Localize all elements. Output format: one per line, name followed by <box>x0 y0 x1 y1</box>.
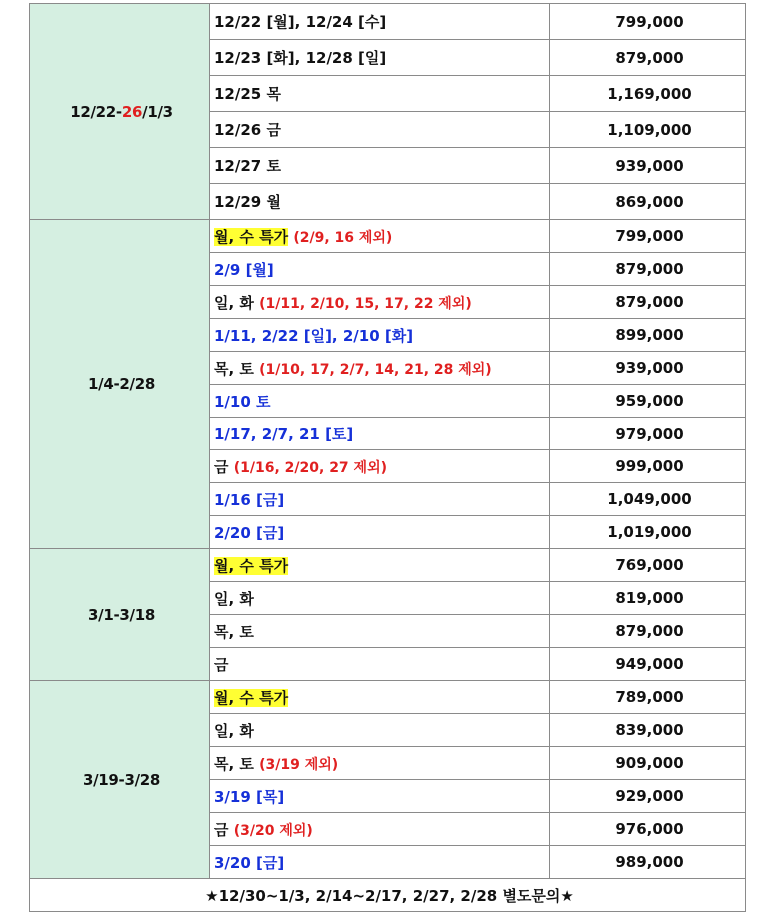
date-label-cell <box>210 582 550 615</box>
date-label: 3/19 [목] <box>214 787 285 806</box>
price-value: 959,000 <box>550 385 746 418</box>
period-cell <box>30 220 210 549</box>
date-label: 12/22 [월], 12/24 [수] <box>214 13 387 31</box>
price-value: 839,000 <box>550 714 746 747</box>
period-label: 3/1-3/18 <box>88 605 155 624</box>
date-label: 월, 수 특가 <box>214 556 289 575</box>
table-row <box>30 549 746 582</box>
date-label: 2/20 [금] <box>214 523 285 542</box>
date-label-cell <box>210 549 550 582</box>
price-value: 879,000 <box>550 286 746 319</box>
period-cell <box>30 549 210 681</box>
date-label-cell <box>210 418 550 450</box>
price-value: 999,000 <box>550 450 746 483</box>
date-label: 1/10 토 <box>214 392 271 411</box>
footer-row <box>30 879 746 912</box>
price-value: 799,000 <box>550 220 746 253</box>
price-value: 1,019,000 <box>550 516 746 549</box>
period-label-red: 26 <box>121 102 143 121</box>
date-label-cell <box>210 352 550 385</box>
date-label-cell <box>210 286 550 319</box>
price-value: 819,000 <box>550 582 746 615</box>
period-label-pre: 12/22- <box>70 102 122 121</box>
table-row <box>30 220 746 253</box>
date-label-cell <box>210 747 550 780</box>
period-cell <box>30 4 210 220</box>
price-value: 879,000 <box>550 253 746 286</box>
date-label: 12/26 금 <box>214 121 281 139</box>
price-value: 879,000 <box>550 615 746 648</box>
date-label-cell <box>210 615 550 648</box>
date-label: 1/17, 2/7, 21 [토] <box>214 425 354 443</box>
table-row <box>30 4 746 40</box>
date-label: 3/20 [금] <box>214 853 285 872</box>
date-label: 목, 토 <box>214 754 254 773</box>
date-label: 월, 수 특가 <box>214 227 289 246</box>
date-label-cell <box>210 40 550 76</box>
price-value: 879,000 <box>550 40 746 76</box>
exclusion-note: (1/11, 2/10, 15, 17, 22 제외) <box>259 295 472 312</box>
price-value: 909,000 <box>550 747 746 780</box>
price-table-body <box>30 4 746 912</box>
date-label: 2/9 [월] <box>214 260 274 279</box>
date-label: 금 <box>214 655 229 674</box>
footer-note: ★12/30~1/3, 2/14~2/17, 2/27, 2/28 별도문의★ <box>30 879 746 912</box>
period-label: 1/4-2/28 <box>88 375 155 393</box>
period-label: 3/19-3/28 <box>82 770 161 789</box>
price-value: 949,000 <box>550 648 746 681</box>
date-label: 목, 토 <box>214 622 254 641</box>
price-table <box>29 3 746 912</box>
date-label-cell <box>210 220 550 253</box>
price-value: 1,169,000 <box>550 76 746 112</box>
period-label-post: /1/3 <box>142 102 173 121</box>
date-label-cell <box>210 319 550 352</box>
exclusion-note: (1/10, 17, 2/7, 14, 21, 28 제외) <box>259 361 492 378</box>
date-label-cell <box>210 813 550 846</box>
price-value: 976,000 <box>550 813 746 846</box>
date-label-cell <box>210 516 550 549</box>
date-label: 목, 토 <box>214 359 254 378</box>
exclusion-note: (2/9, 16 제외) <box>293 229 393 246</box>
date-label: 일, 화 <box>214 589 254 608</box>
date-label: 일, 화 <box>214 721 254 740</box>
date-label-cell <box>210 385 550 418</box>
date-label: 1/16 [금] <box>214 490 285 509</box>
date-label: 금 <box>214 820 229 839</box>
date-label: 일, 화 <box>214 293 254 312</box>
date-label-cell <box>210 184 550 220</box>
price-value: 1,049,000 <box>550 483 746 516</box>
price-value: 799,000 <box>550 4 746 40</box>
date-label-cell <box>210 681 550 714</box>
price-value: 979,000 <box>550 418 746 450</box>
price-value: 789,000 <box>550 681 746 714</box>
date-label: 12/29 월 <box>214 193 281 211</box>
date-label: 금 <box>214 457 229 476</box>
date-label-cell <box>210 253 550 286</box>
price-value: 899,000 <box>550 319 746 352</box>
date-label-cell <box>210 4 550 40</box>
date-label-cell <box>210 112 550 148</box>
exclusion-note: (3/19 제외) <box>259 756 339 773</box>
price-value: 989,000 <box>550 846 746 879</box>
exclusion-note: (3/20 제외) <box>233 822 313 839</box>
price-value: 1,109,000 <box>550 112 746 148</box>
date-label: 12/25 목 <box>214 85 281 103</box>
date-label-cell <box>210 76 550 112</box>
exclusion-note: (1/16, 2/20, 27 제외) <box>233 459 387 476</box>
date-label: 12/27 토 <box>214 157 281 175</box>
date-label-cell <box>210 483 550 516</box>
date-label-cell <box>210 450 550 483</box>
date-label-cell <box>210 714 550 747</box>
date-label-cell <box>210 846 550 879</box>
table-row <box>30 681 746 714</box>
price-value: 769,000 <box>550 549 746 582</box>
date-label-cell <box>210 780 550 813</box>
date-label: 12/23 [화], 12/28 [일] <box>214 49 387 67</box>
price-value: 939,000 <box>550 148 746 184</box>
period-cell <box>30 681 210 879</box>
date-label-cell <box>210 148 550 184</box>
price-value: 929,000 <box>550 780 746 813</box>
date-label-cell <box>210 648 550 681</box>
date-label: 월, 수 특가 <box>214 688 289 707</box>
price-value: 939,000 <box>550 352 746 385</box>
price-value: 869,000 <box>550 184 746 220</box>
date-label: 1/11, 2/22 [일], 2/10 [화] <box>214 326 414 345</box>
